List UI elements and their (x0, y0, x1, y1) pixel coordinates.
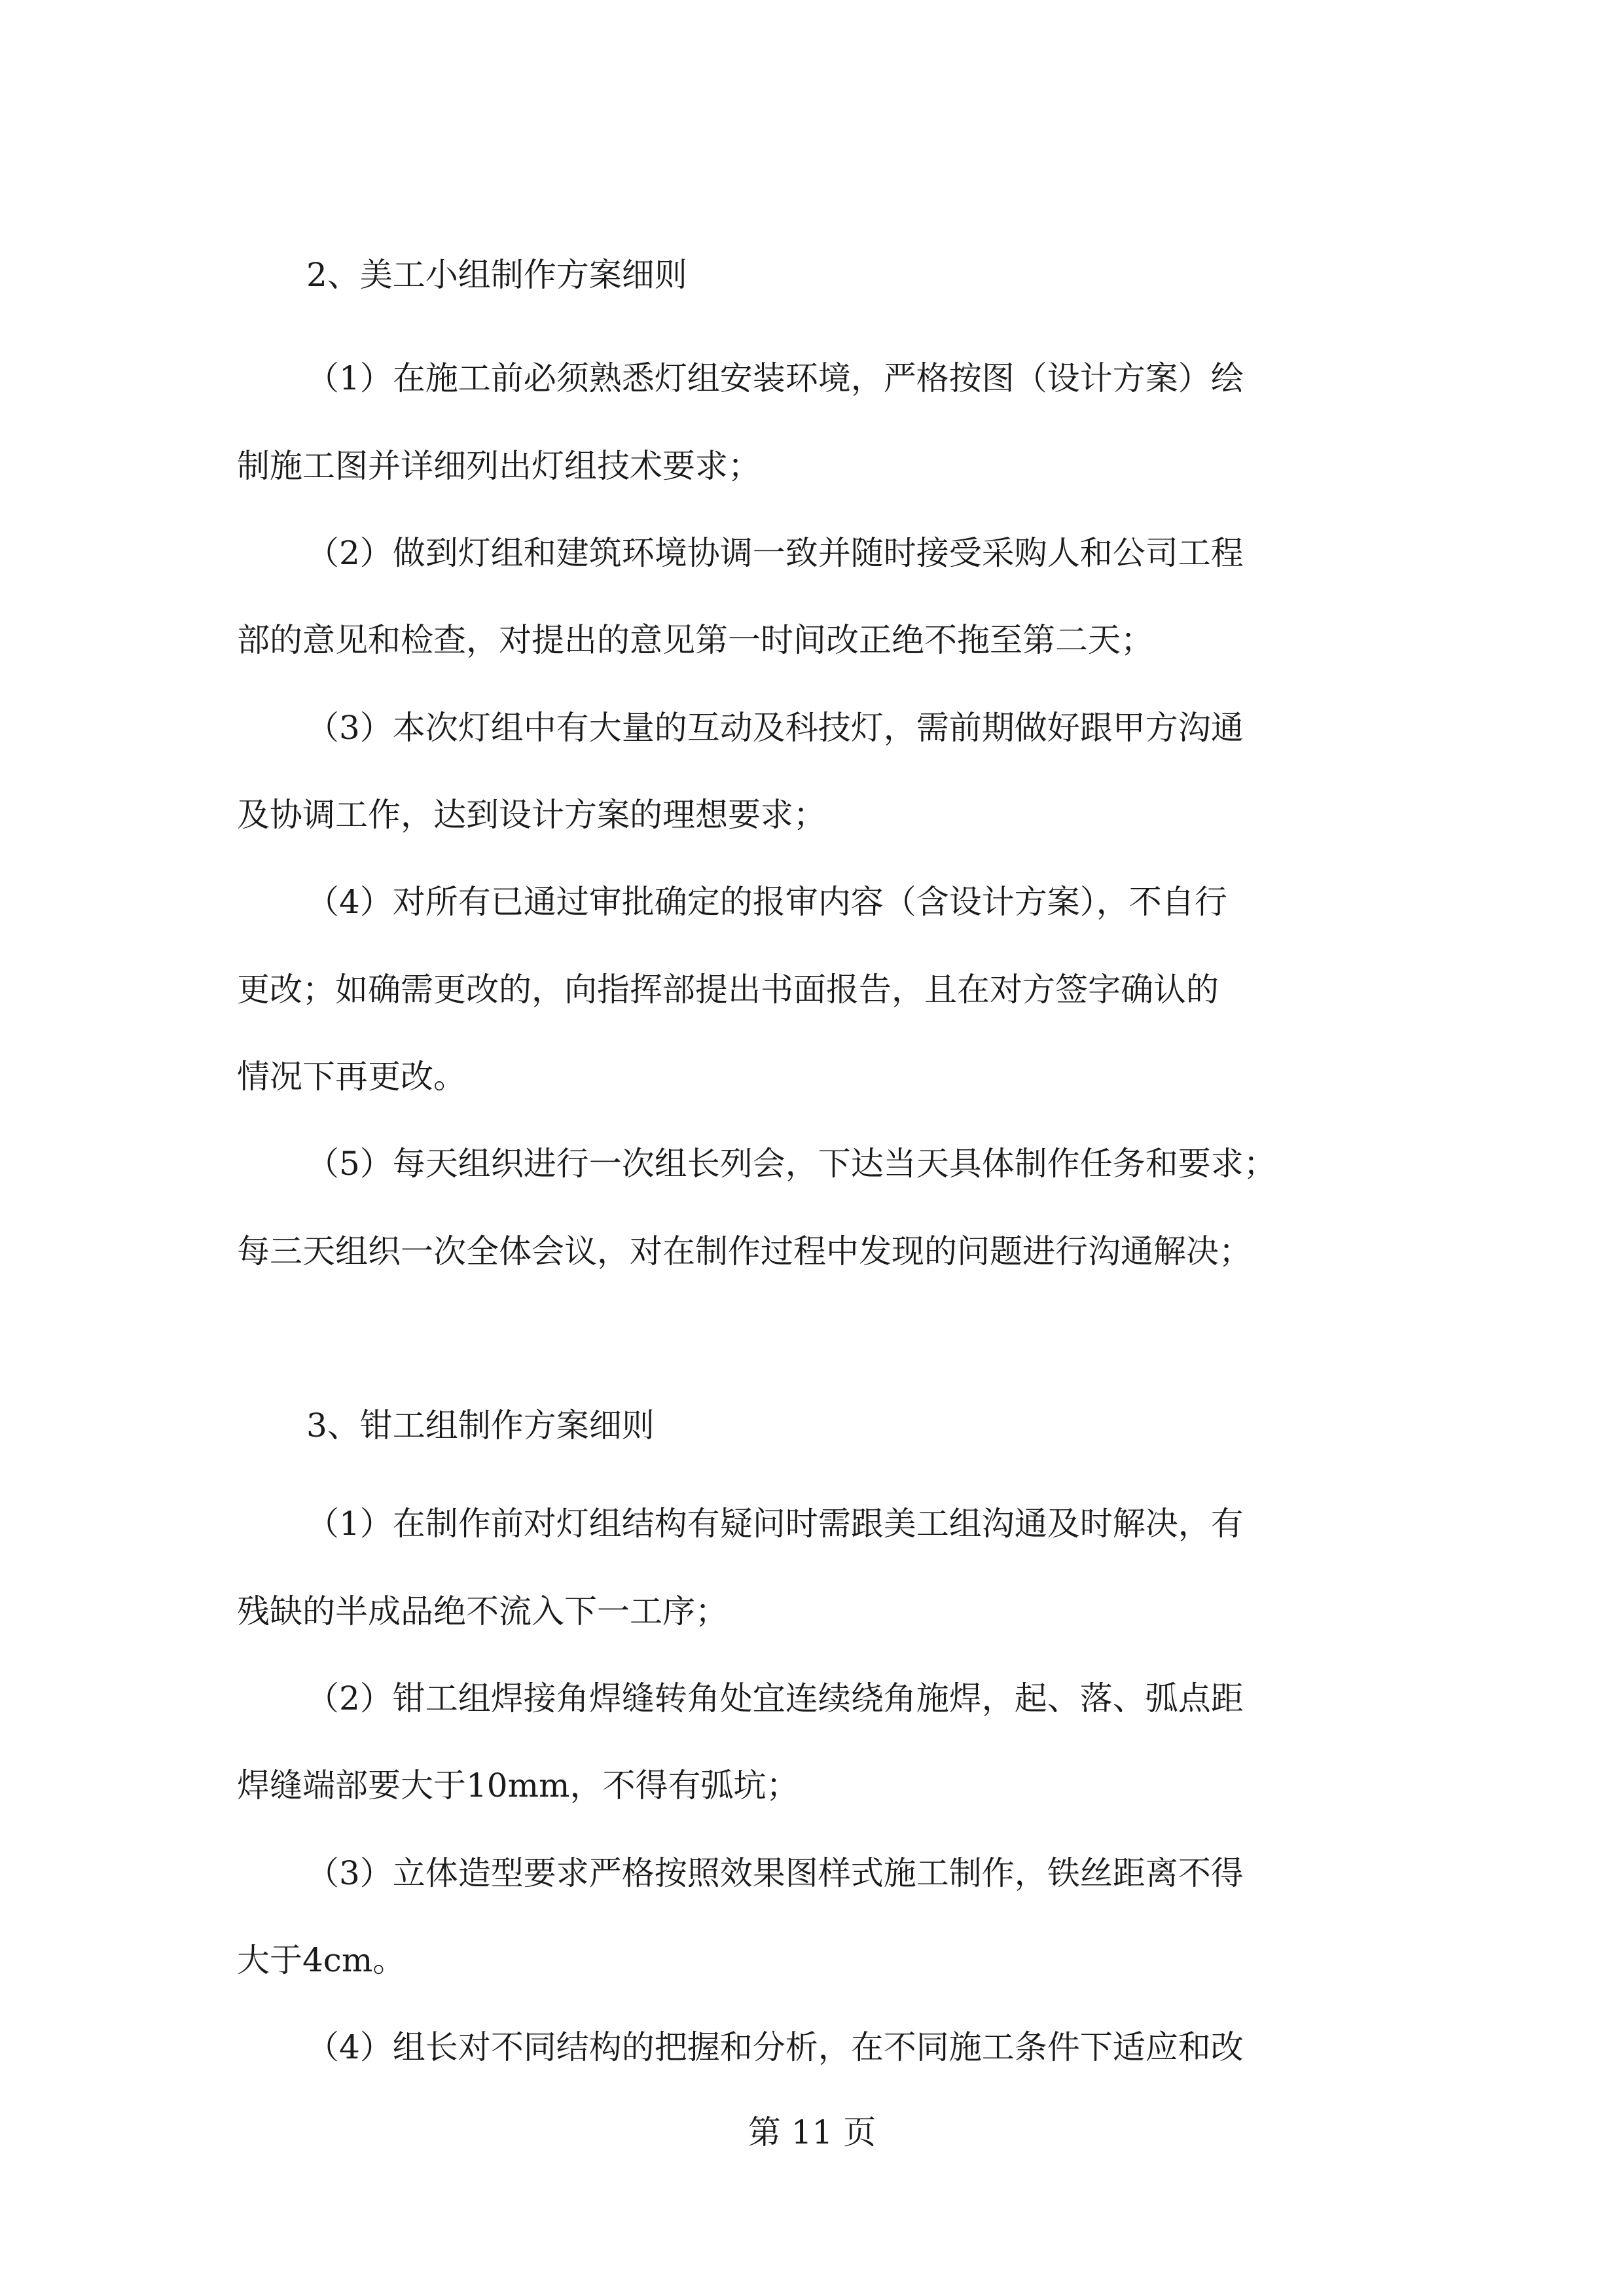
section-2-item-4-line-2: 更改；如确需更改的，向指挥部提出书面报告，且在对方签字确认的 (237, 971, 1219, 1009)
section-3-item-1-line-1: （1）在制作前对灯组结构有疑问时需跟美工组沟通及时解决，有 (306, 1505, 1244, 1543)
section-2-item-2-line-2: 部的意见和检查，对提出的意见第一时间改正绝不拖至第二天； (237, 621, 1153, 659)
section-2-item-3-line-1: （3）本次灯组中有大量的互动及科技灯，需前期做好跟甲方沟通 (306, 709, 1244, 747)
section-3-item-3-line-1: （3）立体造型要求严格按照效果图样式施工制作，铁丝距离不得 (306, 1854, 1244, 1892)
section-3-item-2-line-2: 焊缝端部要大于10mm，不得有弧坑； (237, 1767, 799, 1804)
section-2-item-2-line-1: （2）做到灯组和建筑环境协调一致并随时接受采购人和公司工程 (306, 534, 1244, 572)
section-3-item-1-line-2: 残缺的半成品绝不流入下一工序； (237, 1592, 728, 1630)
section-3-item-3-line-2: 大于4cm。 (237, 1941, 406, 1979)
section-3-item-2-line-1: （2）钳工组焊接角焊缝转角处宜连续绕角施焊，起、落、弧点距 (306, 1679, 1244, 1717)
section-2-item-1-line-1: （1）在施工前必须熟悉灯组安装环境，严格按图（设计方案）绘 (306, 359, 1244, 397)
section-2-item-5-line-1: （5）每天组织进行一次组长列会，下达当天具体制作任务和要求； (306, 1145, 1276, 1183)
page-number: 第 11 页 (748, 2113, 876, 2151)
section-2-item-1-line-2: 制施工图并详细列出灯组技术要求； (237, 447, 761, 485)
section-2-item-4-line-3: 情况下再更改。 (237, 1058, 466, 1096)
section-2-title: 2、美工小组制作方案细则 (306, 256, 687, 294)
section-2-item-4-line-1: （4）对所有已通过审批确定的报审内容（含设计方案），不自行 (306, 883, 1227, 921)
section-2-item-3-line-2: 及协调工作，达到设计方案的理想要求； (237, 796, 826, 834)
section-2-item-5-line-2: 每三天组织一次全体会议，对在制作过程中发现的问题进行沟通解决； (237, 1232, 1252, 1270)
section-3-item-4-line-1: （4）组长对不同结构的把握和分析，在不同施工条件下适应和改 (306, 2028, 1244, 2066)
section-3-title: 3、钳工组制作方案细则 (306, 1407, 655, 1444)
